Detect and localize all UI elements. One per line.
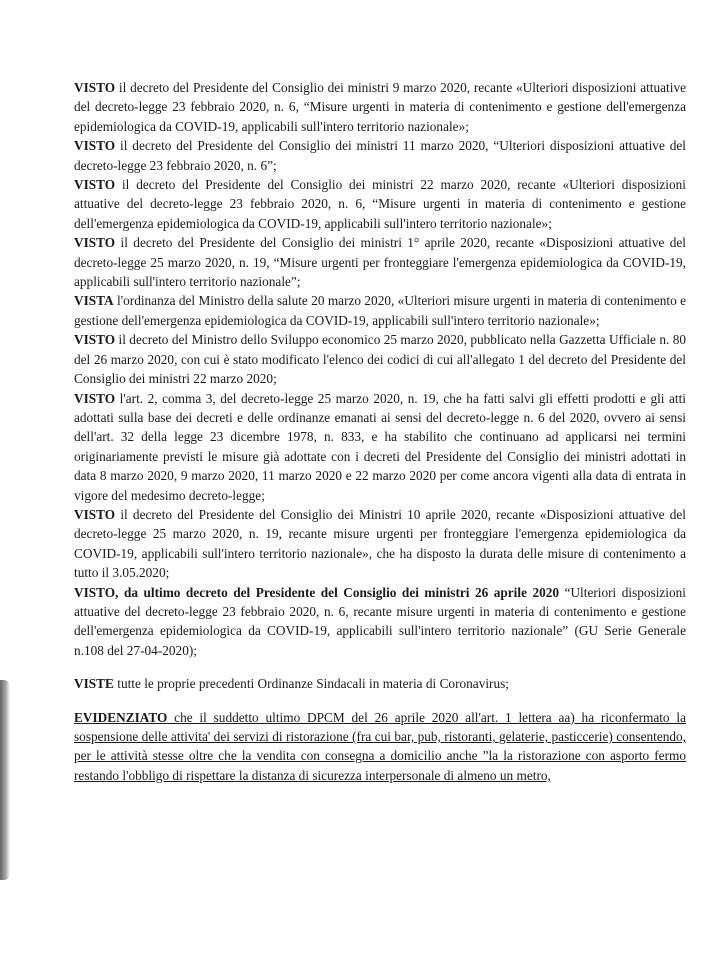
paragraph-keyword: VISTE [74, 676, 114, 692]
vista-ordinanza-20-marzo [74, 291, 686, 330]
paragraph-keyword: VISTO [74, 177, 116, 193]
paragraph-gap [74, 694, 686, 708]
paragraph-text: il decreto del Presidente del Consiglio dei ministri 1° aprile 2020, recante «Disposizioni attuative del decreto-legge 25 marzo 2020, n. 19, “Misure urgenti per fronteggiare l'emergenza epidemiologica da COVID-19, applicabili sull'intero territorio nazionale”; [74, 235, 686, 290]
visto-dpcm-10-aprile [74, 505, 686, 583]
evidenziato-paragraph [74, 708, 686, 786]
visto-dpcm-1-aprile [74, 233, 686, 291]
paragraph-text: “Ulteriori disposizioni attuative del decreto-legge 23 febbraio 2020, n. 6, recante misure urgenti in materia di contenimento e gestione dell'emergenza epidemiologica da COVID-19, applicabili sull'intero territorio nazionale” (GU Serie Generale n.108 del 27-04-2020); [74, 584, 686, 658]
paragraph-keyword: VISTO [74, 138, 116, 154]
paragraph-text: il decreto del Presidente del Consiglio dei Ministri 10 aprile 2020, recante «Disposizioni attuative del decreto-legge 25 marzo 2020, n. 19, recante misure urgenti per fronteggiare l'emergenza epidemiologica da COVID-19, applicabili sull'intero territorio nazionale», che ha disposto la durata delle misure di contenimento a tutto il 3.05.2020; [74, 506, 686, 581]
paragraph-keyword: VISTO [74, 506, 116, 522]
visto-dpcm-9-marzo [74, 78, 686, 136]
viste-ordinanze-sindacali [74, 674, 686, 693]
paragraph-text: il decreto del Presidente del Consiglio dei ministri 11 marzo 2020, “Ulteriori disposizioni attuative del decreto-legge 23 febbraio 2020, n. 6”; [74, 138, 686, 173]
document-page [74, 78, 686, 785]
paragraph-keyword: VISTO [74, 80, 116, 95]
paragraph-keyword: VISTO, da ultimo decreto del Presidente del Consiglio dei ministri 26 aprile 2020 [74, 584, 560, 600]
scan-edge-shadow [0, 680, 10, 880]
visto-decreto-mise-25-marzo [74, 330, 686, 388]
visto-dpcm-22-marzo [74, 175, 686, 233]
visto-art-2-comma-3 [74, 389, 686, 505]
paragraph-keyword: VISTO [74, 332, 116, 348]
paragraph-text: il decreto del Ministro dello Sviluppo economico 25 marzo 2020, pubblicato nella Gazzetta Ufficiale n. 80 del 26 marzo 2020, con cui è stato modificato l'elenco dei codici di cui all'allegato 1 del decreto del Presidente del Consiglio dei ministri 22 marzo 2020; [74, 332, 686, 387]
paragraph-keyword: VISTO [74, 235, 116, 251]
paragraph-text: che il suddetto ultimo DPCM del 26 aprile 2020 all'art. 1 lettera aa) ha riconfermato la sospensione delle attivita' dei servizi di ristorazione (fra cui bar, pub, ristoranti, gelaterie, pasticcerie) consentendo, per le attività stesse oltre che la vendita con consegna a domicilio anche ”la la ristorazione con asporto fermo restando l'obbligo di rispettare la distanza di sicurezza interpersonale di almeno un metro, [74, 709, 686, 783]
paragraph-keyword: VISTA [74, 293, 114, 309]
paragraph-keyword: EVIDENZIATO [74, 709, 168, 725]
paragraph-text: l'art. 2, comma 3, del decreto-legge 25 marzo 2020, n. 19, che ha fatti salvi gli effetti prodotti e gli atti adottati sulla base dei decreti e delle ordinanze emanati ai sensi del decreto-legge n. 6 del 2020, ovvero ai sensi dell'art. 32 della legge 23 dicembre 1978, n. 833, e ha stabilito che continuano ad applicarsi nei termini originariamente previsti le misure già adottate con i decreti del Presidente del Consiglio dei ministri adottati in data 8 marzo 2020, 9 marzo 2020, 11 marzo 2020 e 22 marzo 2020 per come ancora vigenti alla data di entrata in vigore del medesimo decreto-legge; [74, 390, 686, 503]
visto-dpcm-11-marzo [74, 136, 686, 175]
paragraph-keyword: VISTO [74, 390, 116, 406]
paragraph-gap [74, 660, 686, 674]
paragraph-text: il decreto del Presidente del Consiglio dei ministri 9 marzo 2020, recante «Ulteriori disposizioni attuative del decreto-legge 23 febbraio 2020, n. 6, “Misure urgenti in materia di contenimento e gestione dell'emergenza epidemiologica da COVID-19, applicabili sull'intero territorio nazionale»; [74, 80, 686, 134]
visto-dpcm-26-aprile [74, 583, 686, 661]
paragraph-text: tutte le proprie precedenti Ordinanze Sindacali in materia di Coronavirus; [113, 676, 509, 692]
paragraph-text: l'ordinanza del Ministro della salute 20 marzo 2020, «Ulteriori misure urgenti in materia di contenimento e gestione dell'emergenza epidemiologica da COVID-19, applicabili sull'intero territorio nazionale»; [74, 293, 686, 328]
paragraph-text: il decreto del Presidente del Consiglio dei ministri 22 marzo 2020, recante «Ulteriori disposizioni attuative del decreto-legge 23 febbraio 2020, n. 6, “Misure urgenti in materia di contenimento e gestione dell'emergenza epidemiologica da COVID-19, applicabili sull'intero territorio nazionale»; [74, 177, 686, 231]
